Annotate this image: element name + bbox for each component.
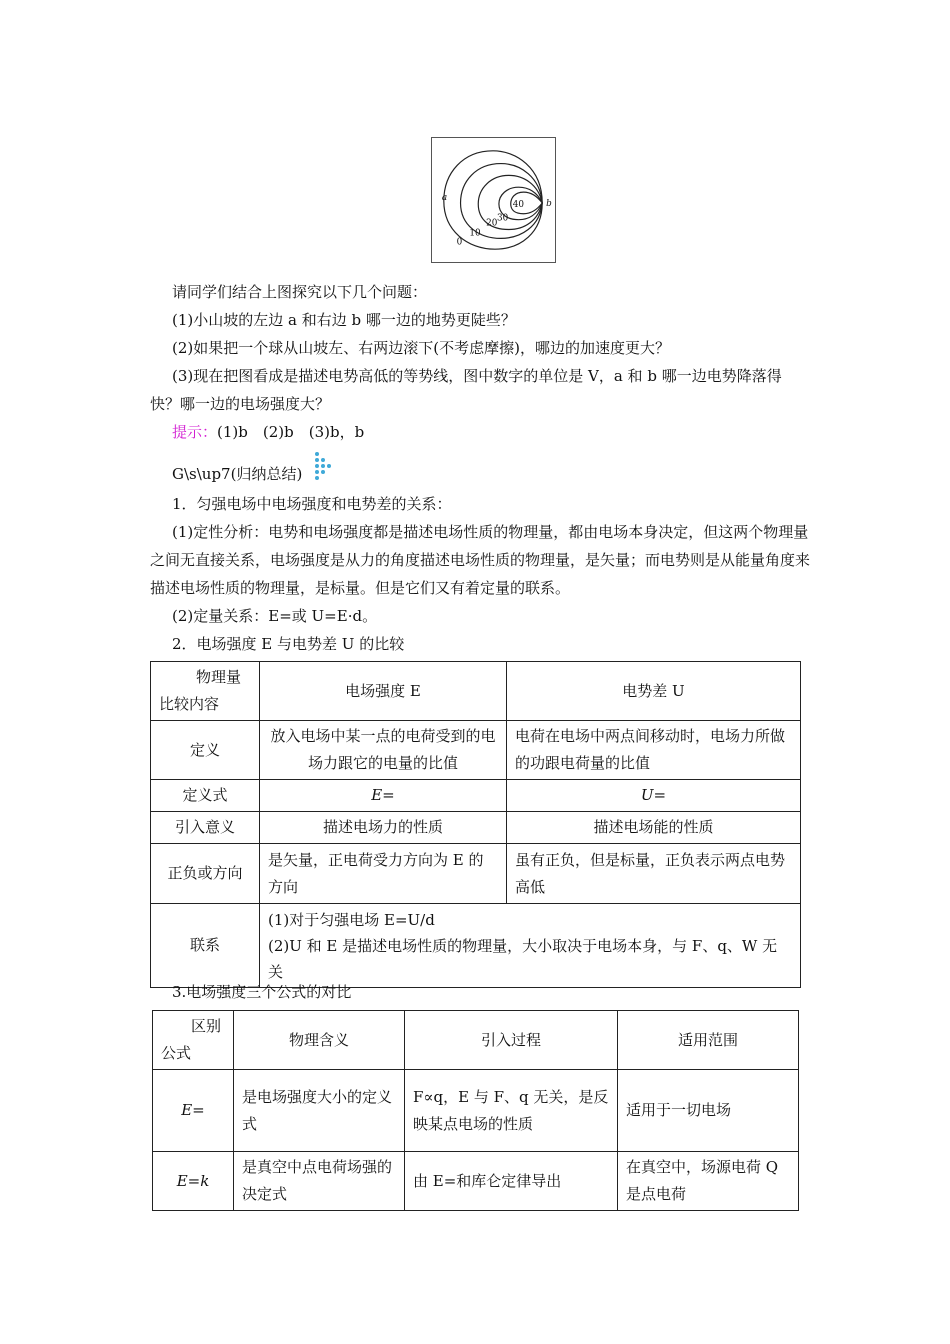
cell-u: U= <box>507 780 801 812</box>
cell-e: 描述电场力的性质 <box>260 812 507 844</box>
row-label: 正负或方向 <box>151 844 260 904</box>
table-row <box>151 721 801 780</box>
table-row <box>151 904 801 988</box>
question-2: (2)如果把一个球从山坡左、右两边滚下(不考虑摩擦)，哪边的加速度更大？ <box>172 339 670 357</box>
header-origin: 引入过程 <box>405 1011 618 1070</box>
table-row <box>151 844 801 904</box>
link-line-1: (1)对于匀强电场 E=U/d <box>268 910 435 929</box>
row-label: 定义 <box>151 721 260 780</box>
table-row <box>151 812 801 844</box>
row-label: 定义式 <box>151 780 260 812</box>
contour-label-30: 30 <box>496 213 509 224</box>
label-a: a <box>441 193 448 203</box>
corner-top: 物理量 <box>195 668 241 686</box>
corner-bottom: 公式 <box>161 1044 192 1062</box>
cell-e: E= <box>260 780 507 812</box>
link-line-2: (2)U 和 E 是描述电场性质的物理量，大小取决于电场本身，与 F、q、W 无关 <box>268 936 778 981</box>
table-row <box>153 1070 799 1152</box>
corner-top: 区别 <box>190 1017 221 1035</box>
point1-qualitative: (1)定性分析：电势和电场强度都是描述电场性质的物理量，都由电场本身决定，但这两个物理量之间无直接关系，电场强度是从力的角度描述电场性质的物理量，是矢量；而电势则是从能量角度来描述电场性质的物理量，是标量。但是它们又有着定量的联系。 <box>150 523 811 597</box>
scope-cell: 在真空中，场源电荷 Q 是点电荷 <box>618 1152 799 1211</box>
contour-label-10: 10 <box>469 228 481 239</box>
question-3: (3)现在把图看成是描述电势高低的等势线，图中数字的单位是 V，a 和 b 哪一边电势降落得快？哪一边的电场强度大？ <box>150 367 782 413</box>
cell-e: 放入电场中某一点的电荷受到的电场力跟它的电量的比值 <box>260 721 507 780</box>
summary-heading-line <box>150 460 832 488</box>
intro-text: 请同学们结合上图探究以下几个问题： <box>172 283 428 301</box>
comparison-table-e-u <box>150 661 801 988</box>
header-e: 电场强度 E <box>260 662 507 721</box>
table-row <box>153 1152 799 1211</box>
table-header-row <box>151 662 801 721</box>
point3-title: 3.电场强度三个公式的对比 <box>172 983 352 1001</box>
origin-cell: 由 E=和库仑定律导出 <box>405 1152 618 1211</box>
header-meaning: 物理含义 <box>234 1011 405 1070</box>
point1-quantitative: (2)定量关系：E=或 U=E·d。 <box>172 607 378 625</box>
table-row <box>151 780 801 812</box>
chevron-arrow-icon <box>313 451 335 481</box>
contour-10 <box>461 164 543 239</box>
link-cell <box>260 904 801 988</box>
header-u: 电势差 U <box>507 662 801 721</box>
hint-label: 提示： <box>172 423 218 441</box>
equipotential-diagram <box>432 138 555 262</box>
hint-answer: (1)b (2)b (3)b，b <box>217 423 365 441</box>
hint-line <box>150 418 832 446</box>
cell-e: 是矢量，正电荷受力方向为 E 的方向 <box>260 844 507 904</box>
label-b: b <box>546 198 552 209</box>
formula-comparison-table <box>152 1010 799 1211</box>
question-1: (1)小山坡的左边 a 和右边 b 哪一边的地势更陡些？ <box>172 311 516 329</box>
point1-title: 1．匀强电场中电场强度和电势差的关系： <box>172 495 452 513</box>
header-scope: 适用范围 <box>618 1011 799 1070</box>
scope-cell: 适用于一切电场 <box>618 1070 799 1152</box>
table-corner-cell <box>151 662 260 721</box>
row-label: 引入意义 <box>151 812 260 844</box>
contour-label-20: 20 <box>486 218 498 229</box>
table-header-row <box>153 1011 799 1070</box>
cell-u: 电荷在电场中两点间移动时，电场力所做的功跟电荷量的比值 <box>507 721 801 780</box>
cell-u: 描述电场能的性质 <box>507 812 801 844</box>
row-label: 联系 <box>151 904 260 988</box>
contour-label-0: 0 <box>456 237 463 248</box>
formula-cell: E=k <box>153 1152 234 1211</box>
contour-figure <box>431 137 556 263</box>
origin-cell: F∝q，E 与 F、q 无关，是反映某点电场的性质 <box>405 1070 618 1152</box>
formula-cell: E= <box>153 1070 234 1152</box>
point2-title: 2．电场强度 E 与电势差 U 的比较 <box>172 635 405 653</box>
meaning-cell: 是电场强度大小的定义式 <box>234 1070 405 1152</box>
corner-bottom: 比较内容 <box>159 695 220 713</box>
summary-heading: G\s\up7(归纳总结) <box>172 465 303 483</box>
cell-u: 虽有正负，但是标量，正负表示两点电势高低 <box>507 844 801 904</box>
meaning-cell: 是真空中点电荷场强的决定式 <box>234 1152 405 1211</box>
contour-label-40: 40 <box>512 199 524 210</box>
contour-0 <box>441 151 542 249</box>
table-corner-cell <box>153 1011 234 1070</box>
